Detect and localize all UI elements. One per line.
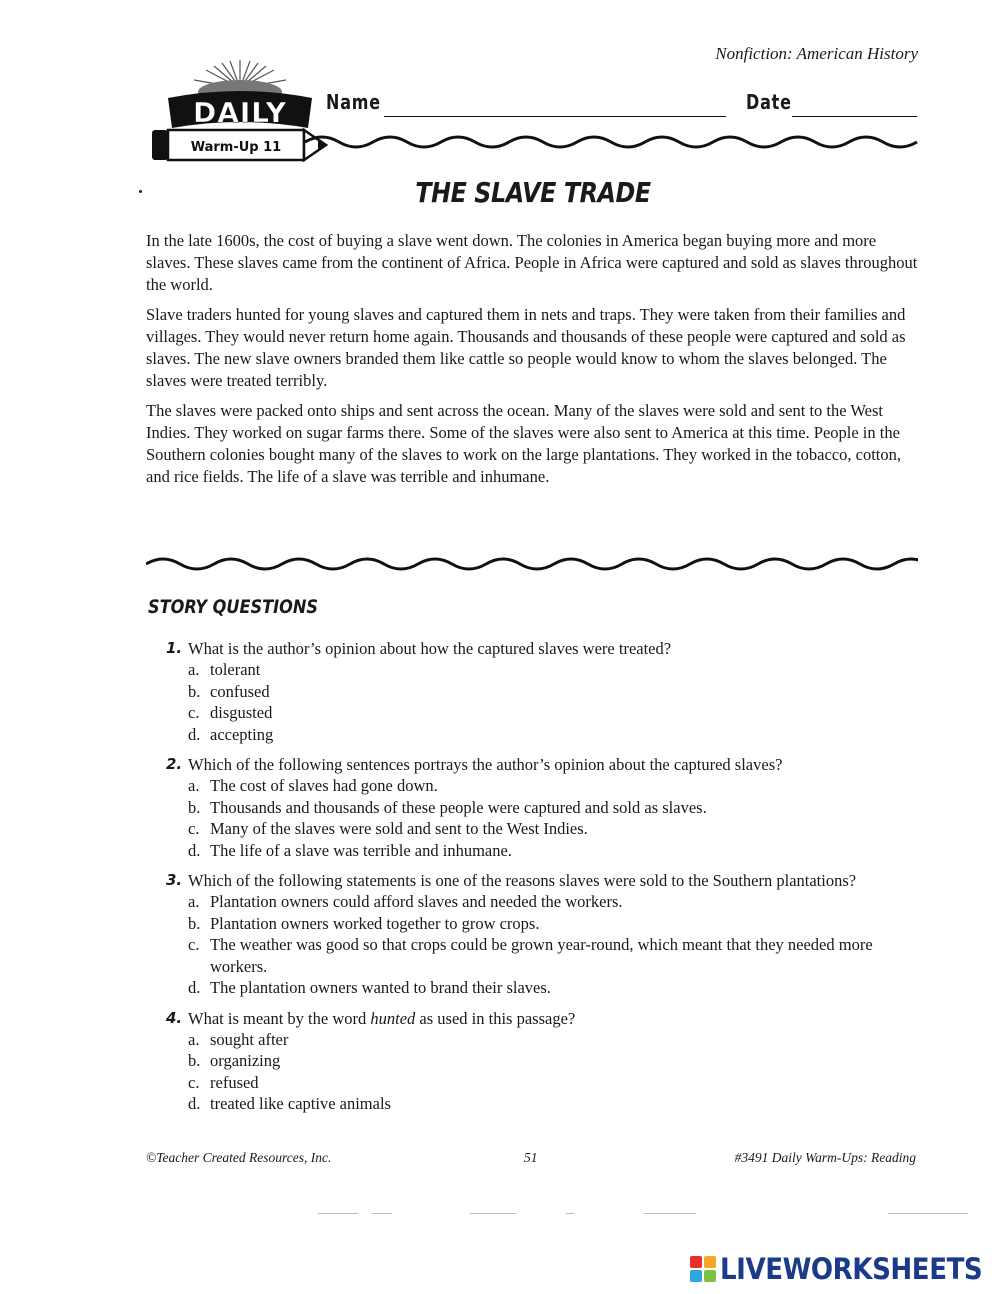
- choice-letter: a.: [188, 1029, 200, 1049]
- choice-letter: b.: [188, 681, 201, 701]
- answer-choice[interactable]: [162, 681, 902, 702]
- name-label: Name: [326, 90, 381, 114]
- answer-choice[interactable]: [162, 1050, 902, 1071]
- answer-choice[interactable]: [162, 1029, 902, 1050]
- question-number: 4.: [166, 1008, 183, 1027]
- answer-choice[interactable]: [162, 775, 902, 796]
- answer-choice[interactable]: [162, 724, 902, 745]
- choice-text: treated like captive animals: [210, 1094, 391, 1114]
- answer-choice[interactable]: [162, 840, 902, 861]
- choice-text: refused: [210, 1072, 259, 1092]
- question-text: Which of the following sentences portrays the author’s opinion about the captured slaves?: [188, 755, 783, 775]
- question-text-start: What is meant by the word: [188, 1008, 371, 1028]
- answer-choice[interactable]: [162, 913, 902, 934]
- liveworksheets-icon: [690, 1256, 716, 1282]
- scan-artifact: [318, 1213, 358, 1214]
- answer-choice[interactable]: [162, 702, 902, 723]
- story-paragraph: Slave traders hunted for young slaves and captured them in nets and traps. They were taken from their families and villages. They would never return home again. Thousands and thousands of these people were captured and sold as slaves. The new slave owners branded them like cattle so people would know to whom the slaves belonged. The slaves were treated terribly.: [146, 305, 906, 390]
- logo-square: [704, 1256, 716, 1268]
- question-keyword: hunted: [370, 1008, 416, 1028]
- logo-square: [690, 1270, 702, 1282]
- answer-choice[interactable]: [162, 797, 902, 818]
- scan-artifact: [566, 1213, 574, 1214]
- scan-artifact: [372, 1213, 392, 1214]
- date-field[interactable]: [792, 116, 917, 117]
- choice-text: tolerant: [210, 660, 261, 680]
- question-2: [162, 754, 902, 861]
- choice-letter: b.: [188, 797, 201, 817]
- choice-letter: b.: [188, 1051, 201, 1071]
- story-questions-heading: STORY QUESTIONS: [148, 596, 319, 618]
- footer-book: #3491 Daily Warm-Ups: Reading: [734, 1150, 916, 1165]
- answer-choice[interactable]: [162, 934, 902, 977]
- choice-text: organizing: [210, 1051, 281, 1071]
- choice-letter: c.: [188, 703, 200, 723]
- question-4: [162, 1008, 902, 1115]
- choice-letter: a.: [188, 776, 200, 796]
- footer-page-number: 51: [524, 1150, 538, 1165]
- choice-text: Plantation owners could afford slaves and needed the workers.: [210, 892, 623, 912]
- question-number: 3.: [166, 871, 183, 890]
- choice-letter: a.: [188, 660, 200, 680]
- choice-text: The cost of slaves had gone down.: [210, 776, 438, 796]
- story-text: [146, 230, 922, 496]
- answer-choice[interactable]: [162, 891, 902, 912]
- choice-text: accepting: [210, 724, 274, 744]
- logo-square: [704, 1270, 716, 1282]
- liveworksheets-wordmark: LIVEWORKSHEETS: [720, 1252, 983, 1286]
- answer-choice[interactable]: [162, 818, 902, 839]
- date-label: Date: [746, 90, 792, 114]
- liveworksheets-logo[interactable]: [690, 1252, 1000, 1286]
- choice-letter: a.: [188, 892, 200, 912]
- choice-text: The plantation owners wanted to brand their slaves.: [210, 978, 551, 998]
- choice-text: confused: [210, 681, 270, 701]
- question-number: 1.: [166, 639, 183, 657]
- wave-divider-middle: [146, 552, 918, 576]
- name-field[interactable]: [384, 116, 726, 117]
- choice-letter: c.: [188, 935, 200, 955]
- logo-word: DAILY: [192, 96, 288, 129]
- question-text: Which of the following statements is one of the reasons slaves were sold to the Southern plantations?: [188, 871, 857, 891]
- choice-letter: d.: [188, 1094, 201, 1114]
- scan-artifact: [644, 1213, 696, 1214]
- logo-square: [690, 1256, 702, 1268]
- story-paragraph: In the late 1600s, the cost of buying a slave went down. The colonies in America began buying more and more slaves. These slaves came from the continent of Africa. People in Africa were captured and sold as slaves throughout the world.: [146, 231, 918, 294]
- question-1: [162, 638, 902, 745]
- question-text-end: as used in this passage?: [415, 1008, 576, 1028]
- choice-text: The weather was good so that crops could be grown year-round, which meant that they needed more workers.: [210, 935, 873, 976]
- scan-artifact: [470, 1213, 516, 1214]
- logo-subtitle: Warm-Up 11: [190, 140, 282, 155]
- story-paragraph: The slaves were packed onto ships and sent across the ocean. Many of the slaves were sold and sent to the West Indies. They worked on sugar farms there. Some of the slaves were also sent to America at this time. People in the Southern colonies bought many of the slaves to work on the large plantations. They worked in the tobacco, cotton, and rice fields. The life of a slave was terrible and inhumane.: [146, 401, 902, 486]
- question-number: 2.: [166, 755, 183, 774]
- scan-artifact: [888, 1213, 968, 1214]
- question-3: [162, 870, 902, 998]
- answer-choice[interactable]: [162, 1093, 902, 1114]
- choice-text: disgusted: [210, 703, 273, 723]
- choice-text: The life of a slave was terrible and inhumane.: [210, 840, 512, 860]
- choice-letter: d.: [188, 840, 201, 860]
- footer-publisher: ©Teacher Created Resources, Inc.: [146, 1150, 332, 1165]
- answer-choice[interactable]: [162, 977, 902, 998]
- wave-divider-top: [305, 130, 920, 154]
- answer-choice[interactable]: [162, 659, 902, 680]
- choice-letter: c.: [188, 819, 200, 839]
- choice-text: Thousands and thousands of these people were captured and sold as slaves.: [210, 797, 707, 817]
- answer-choice[interactable]: [162, 1072, 902, 1093]
- question-list: [162, 638, 902, 1124]
- choice-letter: c.: [188, 1072, 200, 1092]
- question-text: [188, 1008, 902, 1029]
- subject-label: Nonfiction: American History: [715, 44, 918, 63]
- choice-text: Plantation owners worked together to grow crops.: [210, 913, 540, 933]
- choice-text: sought after: [210, 1029, 289, 1049]
- choice-letter: b.: [188, 913, 201, 933]
- choice-letter: d.: [188, 978, 201, 998]
- daily-warmup-logo: [150, 58, 330, 168]
- choice-text: Many of the slaves were sold and sent to the West Indies.: [210, 819, 588, 839]
- question-text: What is the author’s opinion about how the captured slaves were treated?: [188, 639, 672, 658]
- choice-letter: d.: [188, 724, 201, 744]
- page-title: THE SLAVE TRADE: [415, 176, 651, 209]
